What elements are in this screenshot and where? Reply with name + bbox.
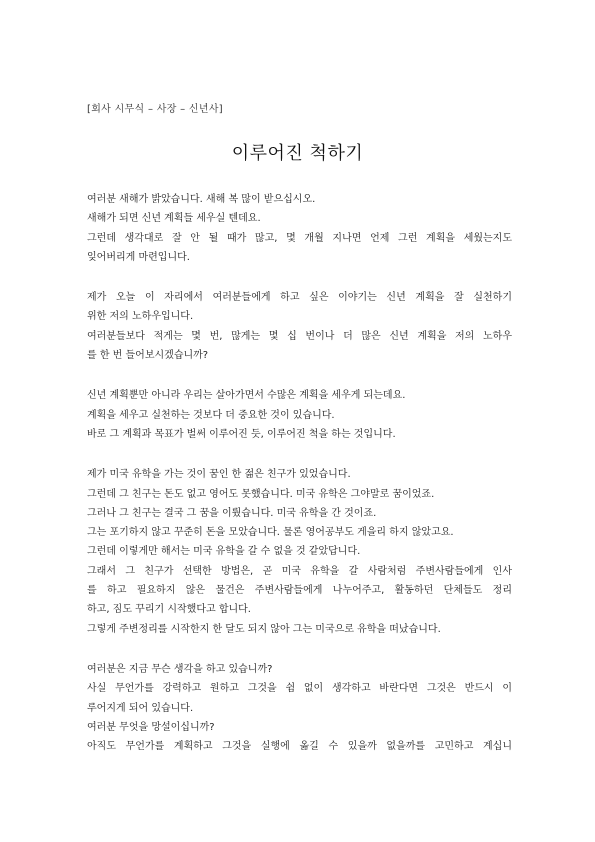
text-line: 그런데 이렇게만 해서는 미국 유학을 갈 수 없을 것 같았답니다.: [87, 546, 361, 558]
text-line: 위한 저의 노하우입니다.: [87, 311, 194, 323]
text-line: 제가 오늘 이 자리에서 여러분들에게 하고 싶은 이야기는 신년 계획을 잘 실천하기: [87, 292, 512, 304]
text-line: 여러분은 지금 무슨 생각을 하고 있습니까?: [87, 663, 273, 675]
paragraph: [87, 288, 512, 365]
text-line: 계획을 세우고 실천하는 것보다 더 중요한 것이 있습니다.: [87, 409, 335, 421]
document-title: 이루어진 척하기: [231, 143, 364, 164]
text-line: 그래서 그 친구가 선택한 방법은, 곧 미국 유학을 갈 사람처럼 주변사람들에게 인사: [87, 565, 512, 577]
text-line: 제가 미국 유학을 가는 것이 꿈인 한 젊은 친구가 있었습니다.: [87, 469, 351, 481]
text-line: 그런데 그 친구는 돈도 없고 영어도 못했습니다. 미국 유학은 그야말로 꿈이었죠.: [87, 488, 435, 500]
text-line: 루어지게 되어 있습니다.: [87, 702, 194, 714]
text-line: 여러분들보다 적게는 몇 번, 많게는 몇 십 번이나 더 많은 신년 계획을 저의 노하우: [87, 330, 512, 342]
paragraph: [87, 465, 512, 639]
text-line: 잊어버리게 마련입니다.: [87, 251, 190, 263]
text-line: 새해가 되면 신년 계획들 세우실 텐데요.: [87, 213, 261, 225]
text-line: 여러분 무엇을 망설이십니까?: [87, 721, 215, 733]
text-line: 하고, 짐도 꾸리기 시작했다고 합니다.: [87, 604, 251, 616]
paragraph: [87, 660, 512, 756]
text-line: 그런데 생각대로 잘 안 될 때가 많고, 몇 개월 지나면 언제 그런 계획을 세웠는지도: [87, 232, 512, 244]
text-line: 를 하고 필요하지 않은 물건은 주변사람들에게 나누어주고, 활동하던 단체들도 정리: [87, 585, 512, 597]
text-line: 여러분 새해가 밝았습니다. 새해 복 많이 받으십시오.: [87, 194, 316, 205]
document-category: [회사 시무식 – 사장 – 신년사]: [87, 104, 223, 115]
text-line: 그렇게 주변정리를 시작한지 한 달도 되지 않아 그는 미국으로 유학을 떠났습니다.: [87, 623, 441, 635]
text-line: 사실 무언가를 강력하고 원하고 그것을 쉼 없이 생각하고 바란다면 그것은 반드시 이: [87, 683, 512, 695]
text-line: 그는 포기하지 않고 꾸준히 돈을 모았습니다. 물론 영어공부도 게을리 하지 않았고요.: [87, 527, 454, 539]
paragraph: [87, 386, 512, 444]
paragraph: [87, 190, 512, 267]
text-line: 그러나 그 친구는 결국 그 꿈을 이뤘습니다. 미국 유학을 간 것이죠.: [87, 507, 377, 519]
text-line: 바로 그 계획과 목표가 벌써 이루어진 듯, 이루어진 척을 하는 것입니다.: [87, 428, 396, 440]
text-line: 신년 계획뿐만 아니라 우리는 살아가면서 수많은 계획을 세우게 되는데요.: [87, 390, 406, 402]
document-body: [87, 190, 512, 777]
text-line: 를 한 번 들어보시겠습니까?: [87, 350, 209, 362]
text-line: 아직도 무언가를 계획하고 그것을 실행에 옮길 수 있을까 없을까를 고민하고 계십니: [87, 741, 512, 753]
